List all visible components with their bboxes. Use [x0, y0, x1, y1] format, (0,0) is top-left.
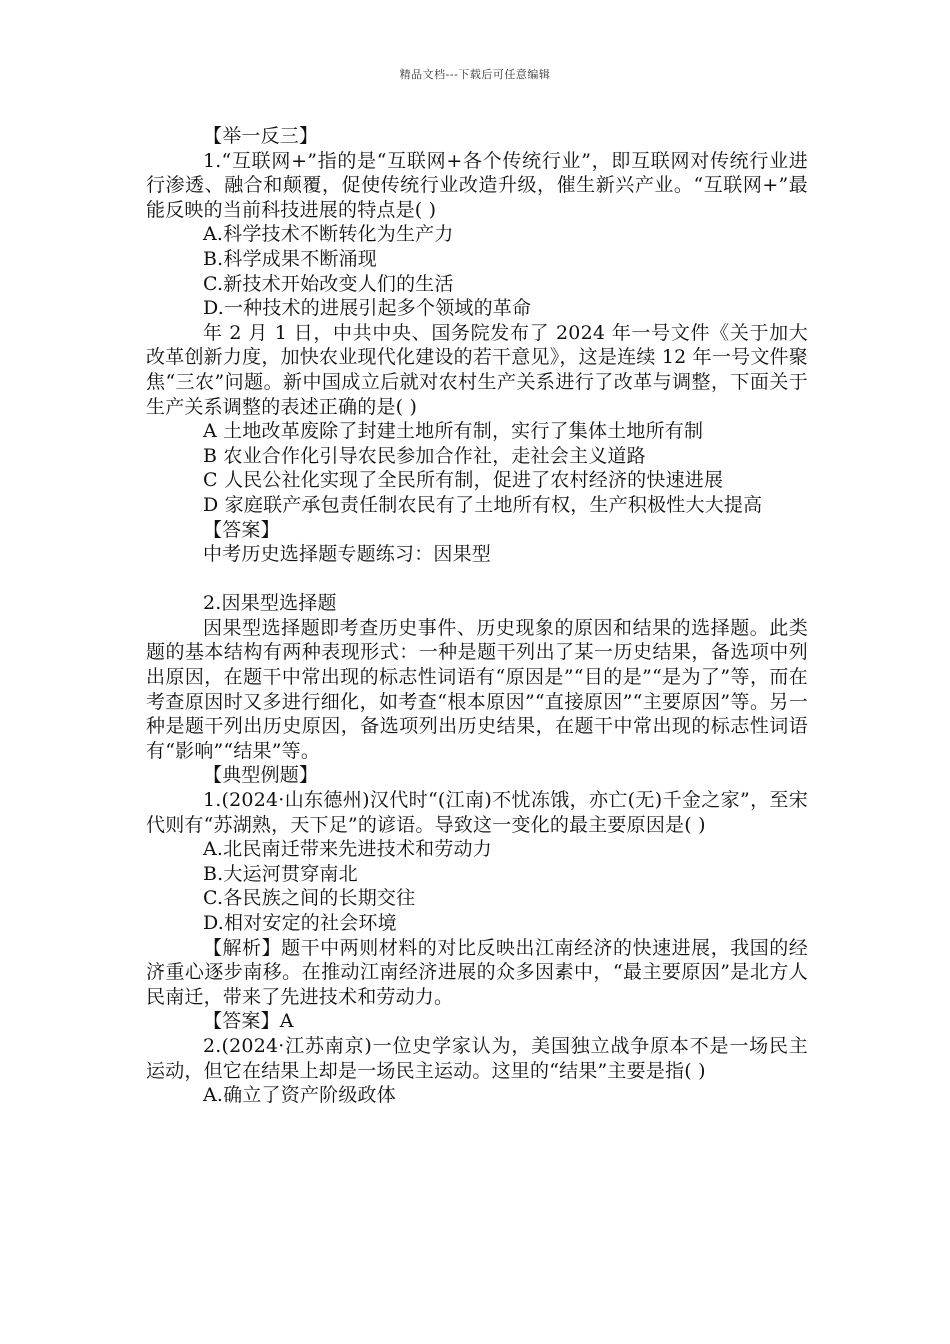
option-a: A.确立了资产阶级政体: [203, 1084, 396, 1107]
option-c: C.新技术开始改变人们的生活: [203, 272, 454, 295]
option-d: D.相对安定的社会环境: [203, 912, 397, 934]
option-b: B 农业合作化引导农民参加合作社，走社会主义道路: [203, 444, 646, 467]
subsection-heading: 2.因果型选择题: [203, 592, 337, 615]
section-heading: 【典型例题】: [203, 764, 319, 787]
option-a: A.科学技术不断转化为生产力: [203, 223, 454, 246]
question-stem: 1.(2024·山东德州)汉代时“(江南)不忧冻饿，亦亡(无)千金之家”，至宋代则有“苏湖熟，天下足”的谚语。导致这一变化的最主要原因是( ): [146, 789, 808, 836]
document-body: [146, 124, 808, 1108]
option-b: B.大运河贯穿南北: [203, 862, 358, 885]
question-stem: 2.(2024·江苏南京)一位史学家认为，美国独立战争原本不是一场民主运动，但它在结果上却是一场民主运动。这里的“结果”主要是指( ): [146, 1034, 808, 1082]
blank-line: [146, 567, 808, 592]
section-heading: 【举一反三】: [203, 125, 319, 147]
option-b: B.科学成果不断涌现: [203, 247, 378, 270]
answer-heading: 【答案】: [203, 518, 280, 541]
option-a: A 土地改革废除了封建土地所有制，实行了集体土地所有制: [203, 420, 704, 443]
page-header: 精品文档---下载后可任意编辑: [399, 68, 551, 81]
question-stem: 1.“互联网+”指的是“互联网+各个传统行业”，即互联网对传统行业进行渗透、融合和颠覆，促使传统行业改造升级，催生新兴产业。“互联网+”最能反映的当前科技进展的特点是( ): [146, 149, 808, 221]
option-d: D.一种技术的进展引起多个领域的革命: [203, 297, 532, 320]
option-c: C 人民公社化实现了全民所有制，促进了农村经济的快速进展: [203, 469, 724, 492]
explanation-paragraph: 因果型选择题即考查历史事件、历史现象的原因和结果的选择题。此类题的基本结构有两种表现形式：一种是题干列出了某一历史结果，备选项中列出原因，在题干中常出现的标志性词语有“原因是”“目的是”“是为了”等，而在考查原因时又多进行细化，如考查“根本原因”“直接原因”“主要原因”等。另一种是题干列出历史原因，备选项列出历史结果，在题干中常出现的标志性词语有“影响”“结果”等。: [146, 616, 808, 762]
question-stem: 年 2 月 1 日，中共中央、国务院发布了 2024 年一号文件《关于加大改革创新力度，加快农业现代化建设的若干意见》，这是连续 12 年一号文件聚焦“三农”问题。新中国成立后就对农村生产关系进行了改革与调整，下面关于生产关系调整的表述正确的是( ): [146, 321, 808, 418]
topic-title: 中考历史选择题专题练习：因果型: [203, 543, 492, 566]
analysis-paragraph: 【解析】题干中两则材料的对比反映出江南经济的快速进展，我国的经济重心逐步南移。在推动江南经济进展的众多因素中，“最主要原因”是北方人民南迁，带来了先进技术和劳动力。: [146, 936, 808, 1008]
answer-line: 【答案】A: [203, 1010, 294, 1033]
option-d: D 家庭联产承包责任制农民有了土地所有权，生产积极性大大提高: [203, 493, 763, 516]
option-a: A.北民南迁带来先进技术和劳动力: [203, 838, 492, 861]
option-c: C.各民族之间的长期交往: [203, 887, 416, 910]
